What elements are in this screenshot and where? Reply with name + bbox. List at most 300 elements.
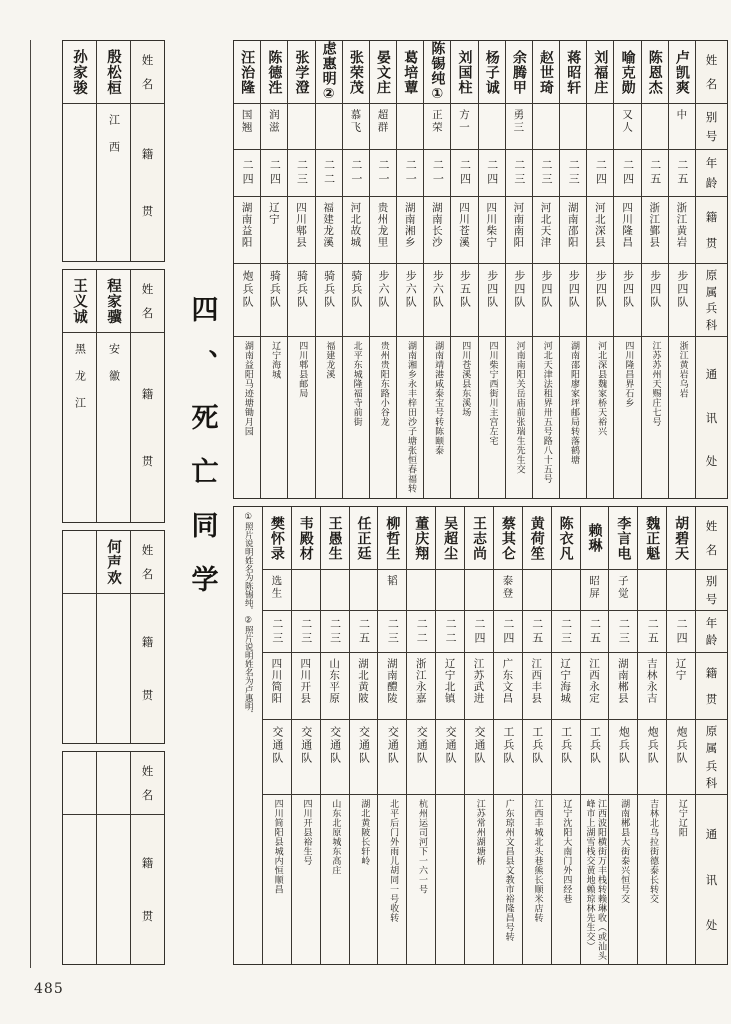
alias-cell xyxy=(436,570,464,611)
branch-cell xyxy=(451,264,477,337)
branch-text: 炮兵队 xyxy=(646,726,660,765)
address-cell xyxy=(234,337,260,498)
native-text: 湖南益阳 xyxy=(240,202,253,248)
name-text: 王义诚 xyxy=(71,277,87,325)
alias-cell xyxy=(609,570,637,611)
name-cell xyxy=(407,507,435,570)
alias-cell xyxy=(581,570,609,611)
native-header xyxy=(131,815,164,964)
row-headers-column xyxy=(130,531,164,743)
native-text: 江西 xyxy=(107,114,121,168)
age-text: 二二 xyxy=(444,617,458,646)
branch-cell xyxy=(667,720,695,795)
native-cell xyxy=(97,815,130,964)
alias-text: 泰登 xyxy=(501,575,514,600)
address-text: 河北深县魏家桥天裕兴 xyxy=(596,341,607,436)
alias-header xyxy=(696,104,727,150)
age-text: 二四 xyxy=(268,159,282,187)
address-cell xyxy=(638,795,666,964)
native-text: 河北深县 xyxy=(593,202,606,248)
branch-cell xyxy=(669,264,695,337)
native-cell xyxy=(343,197,369,264)
branch-cell xyxy=(234,264,260,337)
native-text: 四川苍溪 xyxy=(458,202,471,248)
branch-cell xyxy=(642,264,668,337)
name-cell xyxy=(506,41,532,104)
native-header xyxy=(131,104,164,261)
name-cell xyxy=(97,752,130,815)
alias-text: 国翘 xyxy=(240,109,253,134)
alias-cell xyxy=(479,104,505,150)
name-cell xyxy=(63,531,96,594)
branch-text: 骑兵队 xyxy=(268,270,282,309)
address-cell xyxy=(343,337,369,498)
name-text: 张荣茂 xyxy=(347,49,364,95)
person-column xyxy=(63,270,96,522)
left-margin-rule xyxy=(30,40,31,968)
address-cell xyxy=(609,795,637,964)
name-text: 吴超尘 xyxy=(442,515,459,561)
name-cell xyxy=(424,41,450,104)
age-cell xyxy=(407,611,435,653)
address-text: 河南南阳关岳庙前张瑞生先生交 xyxy=(514,341,525,474)
branch-cell xyxy=(397,264,423,337)
native-cell xyxy=(263,653,291,720)
age-cell xyxy=(343,150,369,197)
header-char: 处 xyxy=(705,917,718,932)
native-cell xyxy=(63,104,96,261)
branch-text: 交通队 xyxy=(444,726,458,765)
native-text: 辽宁 xyxy=(674,658,687,681)
person-column xyxy=(96,270,130,522)
age-header xyxy=(696,150,727,197)
age-cell xyxy=(263,611,291,653)
branch-cell xyxy=(343,264,369,337)
header-char: 籍 xyxy=(141,147,154,162)
person-column xyxy=(478,41,505,498)
address-cell xyxy=(370,337,396,498)
native-text: 浙江黄岩 xyxy=(675,202,688,248)
header-char: 名 xyxy=(141,77,154,92)
person-column xyxy=(234,507,262,964)
person-column xyxy=(63,41,96,261)
person-column xyxy=(262,507,291,964)
age-cell xyxy=(479,150,505,197)
header-char: 贯 xyxy=(141,688,154,703)
person-column xyxy=(666,507,695,964)
native-cell xyxy=(407,653,435,720)
name-text: 陈德泩 xyxy=(266,49,283,95)
age-cell xyxy=(316,150,342,197)
name-header xyxy=(696,507,727,570)
alias-cell xyxy=(263,570,291,611)
native-text: 湖北黄陂 xyxy=(356,658,369,704)
native-cell xyxy=(587,197,613,264)
person-column xyxy=(637,507,666,964)
native-cell xyxy=(234,197,260,264)
header-char: 籍 xyxy=(141,634,154,649)
header-char: 贯 xyxy=(705,692,718,706)
branch-cell xyxy=(552,720,580,795)
address-text: 湖北黄陂长轩岭 xyxy=(359,799,370,866)
row-headers-column xyxy=(695,41,727,498)
age-header xyxy=(696,611,727,653)
native-text: 福建龙溪 xyxy=(322,202,335,248)
age-cell xyxy=(261,150,287,197)
name-cell xyxy=(614,41,640,104)
age-text: 二四 xyxy=(485,159,499,187)
name-cell xyxy=(581,507,609,570)
address-text: 四川苍溪县东溪场 xyxy=(460,341,471,417)
age-cell xyxy=(451,150,477,197)
person-column xyxy=(464,507,493,964)
person-column xyxy=(96,41,130,261)
name-cell xyxy=(436,507,464,570)
native-cell xyxy=(378,653,406,720)
alias-text: 慕飞 xyxy=(349,109,362,134)
age-text: 二四 xyxy=(594,159,608,187)
name-cell xyxy=(321,507,349,570)
branch-text: 交通队 xyxy=(328,726,342,765)
age-cell xyxy=(506,150,532,197)
header-char: 年 xyxy=(705,156,718,171)
native-cell xyxy=(63,333,96,522)
branch-cell xyxy=(263,720,291,795)
age-text: 二五 xyxy=(648,159,662,187)
branch-text: 交通队 xyxy=(357,726,371,765)
native-header xyxy=(696,653,727,720)
alias-cell xyxy=(552,570,580,611)
alias-cell xyxy=(292,570,320,611)
name-cell xyxy=(316,41,342,104)
header-char: 名 xyxy=(705,543,718,558)
age-cell xyxy=(288,150,314,197)
header-char: 属 xyxy=(705,284,718,299)
branch-text: 骑兵队 xyxy=(295,270,309,309)
header-char: 别 xyxy=(705,574,718,589)
age-text: 二一 xyxy=(404,159,418,187)
person-column xyxy=(613,41,640,498)
person-column xyxy=(96,752,130,964)
name-text: 喻克勋 xyxy=(619,49,636,95)
person-column xyxy=(532,41,559,498)
age-text: 二四 xyxy=(241,159,255,187)
alias-cell xyxy=(506,104,532,150)
age-cell xyxy=(642,150,668,197)
branch-cell xyxy=(261,264,287,337)
name-cell xyxy=(350,507,378,570)
native-text: 贵州龙里 xyxy=(376,202,389,248)
address-text: 江西波阳横街万丰栈转赖琳收（或汕头峰市上湖雪栈交黄地赖琼林先生交） xyxy=(584,799,606,961)
branch-header xyxy=(696,720,727,795)
native-cell xyxy=(261,197,287,264)
header-char: 姓 xyxy=(141,281,154,296)
native-text: 江西永定 xyxy=(587,658,600,704)
name-text: 汪治隆 xyxy=(239,49,256,95)
age-cell xyxy=(424,150,450,197)
address-text: 浙江黄岩乌岩 xyxy=(677,341,688,398)
branch-text: 工兵队 xyxy=(559,726,573,765)
person-column xyxy=(291,507,320,964)
age-cell xyxy=(370,150,396,197)
age-cell xyxy=(350,611,378,653)
alias-text: 勇三 xyxy=(512,109,525,134)
alias-text: 正荣 xyxy=(430,109,443,134)
name-text: 董庆翔 xyxy=(413,515,430,561)
header-char: 兵 xyxy=(705,301,718,316)
address-text: 江西丰城北头巷熊长顺米店转 xyxy=(532,799,543,923)
address-cell xyxy=(424,337,450,498)
branch-cell xyxy=(350,720,378,795)
native-header xyxy=(696,197,727,264)
branch-cell xyxy=(494,720,522,795)
native-cell xyxy=(506,197,532,264)
native-text: 江西丰县 xyxy=(530,658,543,704)
branch-text: 炮兵队 xyxy=(617,726,631,765)
age-cell xyxy=(667,611,695,653)
alias-cell xyxy=(288,104,314,150)
age-text: 二一 xyxy=(349,159,363,187)
branch-text: 步四队 xyxy=(594,270,608,309)
branch-text: 步五队 xyxy=(458,270,472,309)
alias-cell xyxy=(560,104,586,150)
main-table xyxy=(233,40,728,965)
native-cell xyxy=(669,197,695,264)
name-text: 刘国柱 xyxy=(456,49,473,95)
branch-text: 交通队 xyxy=(472,726,486,765)
age-text: 二三 xyxy=(512,159,526,187)
address-text: 湖南邵阳廖家坪邮局转落鹤塘 xyxy=(568,341,579,465)
address-header xyxy=(696,795,727,964)
age-cell xyxy=(560,150,586,197)
address-cell xyxy=(642,337,668,498)
native-cell xyxy=(424,197,450,264)
branch-cell xyxy=(292,720,320,795)
age-cell xyxy=(638,611,666,653)
address-cell xyxy=(465,795,493,964)
alias-cell xyxy=(494,570,522,611)
name-cell xyxy=(669,41,695,104)
side-table-section xyxy=(62,751,165,965)
native-cell xyxy=(552,653,580,720)
alias-cell xyxy=(397,104,423,150)
name-cell xyxy=(494,507,522,570)
name-text: 孙家骏 xyxy=(71,48,87,96)
name-text: 陈锡纯① xyxy=(429,41,446,103)
person-column xyxy=(608,507,637,964)
address-cell xyxy=(316,337,342,498)
branch-text: 步四队 xyxy=(621,270,635,309)
header-char: 籍 xyxy=(141,855,154,870)
alias-text: 润滋 xyxy=(267,109,280,134)
age-text: 二三 xyxy=(540,159,554,187)
native-cell xyxy=(97,104,130,261)
age-text: 二三 xyxy=(328,617,342,646)
branch-cell xyxy=(465,720,493,795)
native-text: 辽宁北镇 xyxy=(443,658,456,704)
branch-cell xyxy=(533,264,559,337)
header-char: 籍 xyxy=(705,666,718,680)
page-number: 485 xyxy=(34,981,64,997)
name-cell xyxy=(63,270,96,333)
alias-text: 韬 xyxy=(385,575,398,588)
address-cell xyxy=(587,337,613,498)
branch-text: 交通队 xyxy=(415,726,429,765)
branch-cell xyxy=(523,720,551,795)
branch-text: 交通队 xyxy=(386,726,400,765)
person-column xyxy=(551,507,580,964)
age-text: 二二 xyxy=(415,617,429,646)
person-column xyxy=(234,41,260,498)
branch-cell xyxy=(609,720,637,795)
age-cell xyxy=(581,611,609,653)
person-column xyxy=(287,41,314,498)
native-cell xyxy=(581,653,609,720)
name-text: 黄荷笙 xyxy=(528,515,545,561)
name-text: 虑惠明② xyxy=(320,41,337,103)
address-cell xyxy=(436,795,464,964)
address-cell xyxy=(667,795,695,964)
name-cell xyxy=(343,41,369,104)
age-text: 二三 xyxy=(295,159,309,187)
native-text: 四川郫县 xyxy=(295,202,307,248)
native-cell xyxy=(316,197,342,264)
name-text: 柳哲生 xyxy=(384,515,401,561)
age-cell xyxy=(234,150,260,197)
age-text: 二三 xyxy=(299,617,313,646)
name-cell xyxy=(560,41,586,104)
name-header xyxy=(131,270,164,333)
name-cell xyxy=(63,752,96,815)
header-char: 籍 xyxy=(141,387,154,401)
native-cell xyxy=(609,653,637,720)
branch-cell xyxy=(378,720,406,795)
address-cell xyxy=(552,795,580,964)
address-text: 福建龙溪 xyxy=(324,341,335,379)
native-cell xyxy=(321,653,349,720)
age-text: 二五 xyxy=(675,159,689,187)
branch-cell xyxy=(316,264,342,337)
address-text: 杭州运司河下一六一号 xyxy=(416,799,427,894)
native-text: 广东文昌 xyxy=(501,658,514,704)
native-cell xyxy=(638,653,666,720)
age-cell xyxy=(609,611,637,653)
native-text: 河北天津 xyxy=(539,202,552,248)
name-text: 蒋昭轩 xyxy=(565,49,582,95)
branch-text: 工兵队 xyxy=(501,726,515,765)
alias-text: 方一 xyxy=(458,109,471,134)
native-cell xyxy=(97,333,130,522)
row-headers-column xyxy=(130,41,164,261)
branch-text: 步四队 xyxy=(648,270,662,309)
native-text: 湖南郴县 xyxy=(616,658,629,704)
alias-cell xyxy=(642,104,668,150)
alias-cell xyxy=(465,570,493,611)
age-cell xyxy=(378,611,406,653)
address-text: 河北天津法租界卅五号路八十五号 xyxy=(541,341,552,484)
person-column xyxy=(96,531,130,743)
address-text: 湖南湘乡永丰梓田沙子塘张恒春福转 xyxy=(405,341,416,493)
name-text: 殷松桓 xyxy=(105,48,121,96)
native-cell xyxy=(465,653,493,720)
header-char: 名 xyxy=(141,306,154,321)
age-text: 二四 xyxy=(458,159,472,187)
alias-cell xyxy=(261,104,287,150)
branch-cell xyxy=(407,720,435,795)
age-text: 二五 xyxy=(357,617,371,646)
age-text: 二五 xyxy=(646,617,660,646)
header-char: 属 xyxy=(705,741,718,756)
name-header xyxy=(131,41,164,104)
address-text: 北平东城隆福寺前街 xyxy=(351,341,362,427)
native-cell xyxy=(436,653,464,720)
address-header xyxy=(696,337,727,498)
header-char: 名 xyxy=(705,77,718,92)
person-column xyxy=(668,41,695,498)
name-cell xyxy=(288,41,314,104)
branch-cell xyxy=(638,720,666,795)
person-column xyxy=(315,41,342,498)
age-text: 二三 xyxy=(567,159,581,187)
name-text: 赵世琦 xyxy=(538,49,555,95)
native-text: 四川隆昌 xyxy=(621,202,634,248)
header-char: 姓 xyxy=(141,542,154,557)
header-char: 兵 xyxy=(705,758,718,773)
alias-cell xyxy=(614,104,640,150)
header-char: 姓 xyxy=(141,763,154,778)
name-cell xyxy=(63,41,96,104)
row-headers-column xyxy=(695,507,727,964)
name-text: 樊怀录 xyxy=(268,515,285,561)
alias-cell xyxy=(424,104,450,150)
native-cell xyxy=(63,594,96,743)
native-text: 山东平原 xyxy=(328,658,341,704)
name-text: 张学澄 xyxy=(293,49,310,95)
age-cell xyxy=(397,150,423,197)
header-char: 名 xyxy=(141,788,154,803)
address-cell xyxy=(523,795,551,964)
alias-cell xyxy=(533,104,559,150)
address-cell xyxy=(560,337,586,498)
branch-text: 交通队 xyxy=(299,726,313,765)
alias-cell xyxy=(523,570,551,611)
header-char: 号 xyxy=(705,129,718,143)
alias-text: 选生 xyxy=(270,575,283,600)
name-cell xyxy=(523,507,551,570)
side-table-section xyxy=(62,269,165,523)
address-text: 辽宁沈阳大南门外四经巷 xyxy=(561,799,572,904)
address-text: 江苏常州湖塘桥 xyxy=(474,799,485,866)
deceased-table-lower xyxy=(233,506,728,965)
alias-text: 中 xyxy=(675,109,688,122)
address-text: 湖南靖港咸泰宝号转陈颐泰 xyxy=(433,341,444,455)
address-text: 湖南益阳马迹塘锄月园 xyxy=(242,341,253,436)
address-text: 四川郫县邮局 xyxy=(297,341,308,398)
name-text: 葛培蕈 xyxy=(402,49,419,95)
branch-text: 交通队 xyxy=(270,726,284,765)
branch-text: 炮兵队 xyxy=(675,726,689,765)
header-char: 龄 xyxy=(705,633,718,648)
branch-text: 步六队 xyxy=(377,270,391,309)
native-text: 四川开县 xyxy=(299,658,312,704)
header-char: 号 xyxy=(705,591,718,606)
age-cell xyxy=(494,611,522,653)
address-text: 江苏苏州天赐庄七号 xyxy=(650,341,661,427)
native-cell xyxy=(523,653,551,720)
person-column xyxy=(369,41,396,498)
branch-text: 步六队 xyxy=(431,270,445,309)
name-cell xyxy=(292,507,320,570)
